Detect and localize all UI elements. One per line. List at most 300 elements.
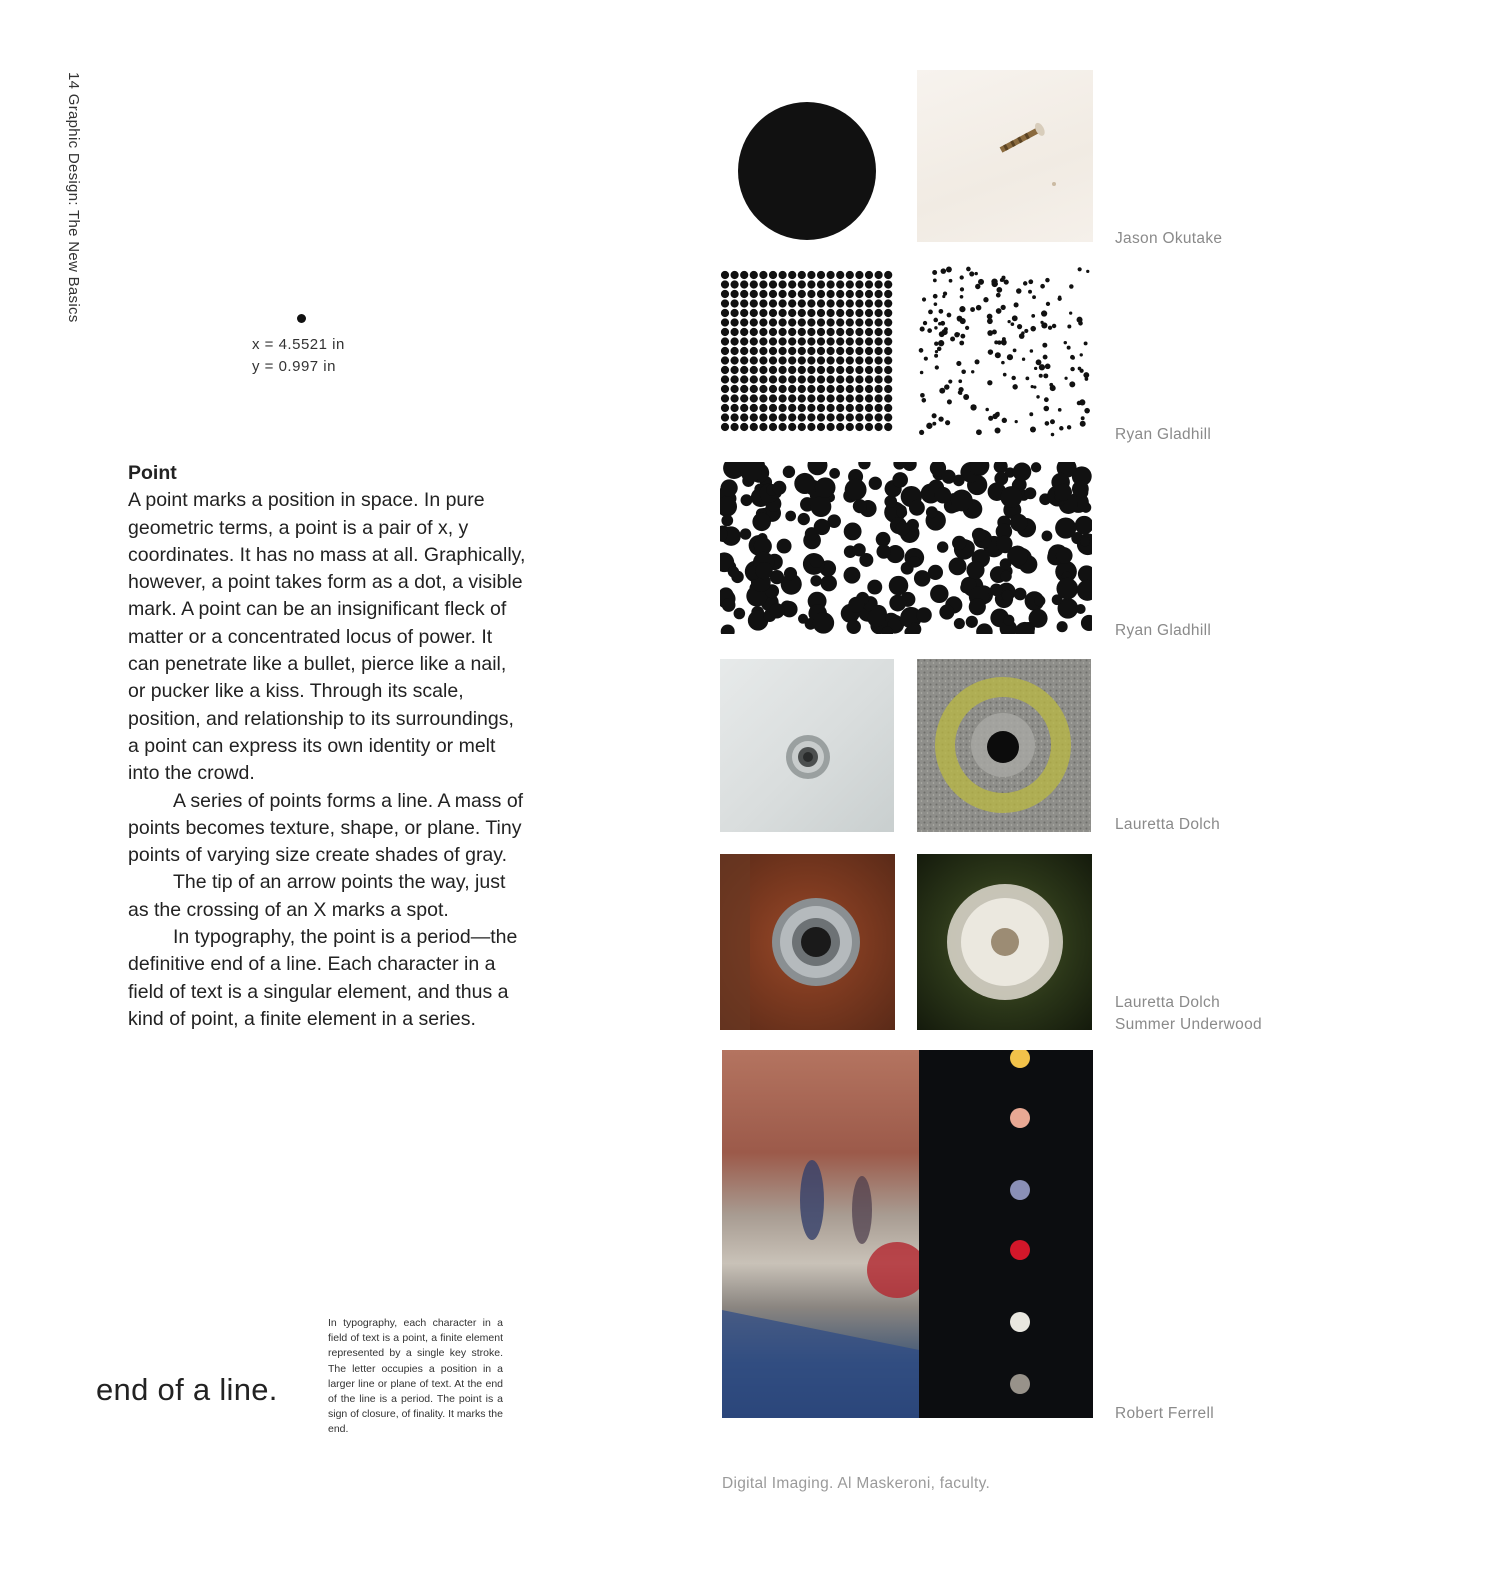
dot	[952, 536, 966, 550]
dot	[932, 270, 937, 275]
dot	[846, 366, 854, 374]
dot	[884, 495, 897, 508]
dot	[836, 423, 844, 431]
dot	[750, 328, 758, 336]
dot	[798, 423, 806, 431]
dot	[1050, 419, 1055, 424]
dot	[963, 394, 969, 400]
dot	[798, 375, 806, 383]
dot	[1045, 363, 1051, 369]
dot	[923, 321, 927, 325]
dot	[1016, 288, 1021, 293]
dot	[721, 299, 729, 307]
dot	[788, 404, 796, 412]
dot	[975, 359, 980, 364]
dot	[1031, 385, 1034, 388]
dot	[807, 337, 815, 345]
dot	[865, 347, 873, 355]
dot	[1056, 578, 1078, 600]
dot	[721, 290, 729, 298]
dot	[731, 290, 739, 298]
dot	[740, 347, 748, 355]
dot	[817, 337, 825, 345]
dot	[947, 313, 952, 318]
dot	[1024, 329, 1028, 333]
dot	[750, 337, 758, 345]
dot	[1022, 358, 1025, 361]
dot	[948, 379, 952, 383]
dot	[779, 413, 787, 421]
dot	[855, 280, 863, 288]
dot	[1036, 359, 1042, 365]
dot	[722, 598, 736, 612]
dot	[807, 328, 815, 336]
dot	[798, 318, 806, 326]
article-body	[128, 460, 528, 1033]
dot	[1064, 341, 1067, 344]
dot	[750, 280, 758, 288]
dot	[731, 366, 739, 374]
dot	[836, 299, 844, 307]
dot	[779, 366, 787, 374]
dot	[846, 318, 854, 326]
dot	[827, 328, 835, 336]
dot	[740, 356, 748, 364]
dot	[846, 619, 860, 633]
dot	[945, 420, 950, 425]
dot	[759, 356, 767, 364]
dot	[788, 309, 796, 317]
dot	[1051, 433, 1055, 437]
dot	[875, 366, 883, 374]
dot	[721, 385, 729, 393]
dot	[855, 423, 863, 431]
dot	[884, 394, 892, 402]
dot	[889, 576, 909, 596]
dot	[1067, 325, 1071, 329]
dot	[865, 413, 873, 421]
dot	[960, 334, 965, 339]
dot	[855, 290, 863, 298]
dot	[865, 318, 873, 326]
dot	[927, 328, 932, 333]
dot	[1086, 270, 1089, 273]
dot	[855, 413, 863, 421]
dot	[779, 318, 787, 326]
dot	[740, 328, 748, 336]
dot	[829, 468, 840, 479]
dot	[827, 356, 835, 364]
dot	[1081, 416, 1085, 420]
dot	[721, 309, 729, 317]
dot	[817, 318, 825, 326]
dot	[779, 280, 787, 288]
dot	[1010, 1108, 1030, 1128]
dot	[728, 566, 739, 577]
dot	[836, 385, 844, 393]
dot	[817, 394, 825, 402]
dot	[817, 385, 825, 393]
dot	[769, 423, 777, 431]
dot	[836, 280, 844, 288]
dot	[759, 309, 767, 317]
coordinate-label	[252, 334, 345, 378]
dot	[798, 347, 806, 355]
dot	[975, 284, 980, 289]
dot	[721, 515, 733, 527]
dot	[914, 570, 931, 587]
dot	[867, 580, 882, 595]
dot	[759, 299, 767, 307]
dot	[721, 280, 729, 288]
dot	[845, 479, 867, 501]
dot	[935, 487, 952, 504]
dot	[741, 462, 762, 482]
dot	[740, 404, 748, 412]
dot	[769, 280, 777, 288]
dot	[731, 385, 739, 393]
dot	[958, 379, 962, 383]
dot	[1021, 331, 1024, 334]
dot	[785, 511, 796, 522]
credit: Ryan Gladhill	[1115, 426, 1212, 443]
dot	[769, 271, 777, 279]
dot	[1010, 1374, 1030, 1394]
dot	[855, 328, 863, 336]
dot-grid-image	[720, 270, 894, 435]
dot	[988, 416, 993, 421]
dot	[721, 347, 729, 355]
dot	[807, 366, 815, 374]
dot	[934, 326, 937, 329]
dot	[1024, 487, 1036, 499]
dot	[1010, 1240, 1030, 1260]
dot	[721, 356, 729, 364]
dot	[1078, 367, 1082, 371]
dot	[817, 271, 825, 279]
dot	[932, 422, 936, 426]
dot	[1083, 372, 1089, 378]
dot	[1025, 376, 1029, 380]
dot	[788, 271, 796, 279]
dot	[772, 481, 786, 495]
dot	[827, 280, 835, 288]
dot	[1055, 484, 1072, 501]
dot	[876, 544, 890, 558]
dot	[884, 309, 892, 317]
dot	[855, 318, 863, 326]
dot	[940, 321, 945, 326]
dot	[855, 375, 863, 383]
dot	[855, 394, 863, 402]
dot	[1045, 278, 1049, 282]
dot	[788, 299, 796, 307]
dot	[798, 337, 806, 345]
dot	[836, 356, 844, 364]
dot	[1043, 355, 1048, 360]
dot	[932, 588, 946, 602]
dot	[933, 279, 937, 283]
dot	[779, 328, 787, 336]
dot	[740, 299, 748, 307]
dot	[985, 408, 989, 412]
dot	[846, 299, 854, 307]
dot	[855, 347, 863, 355]
credit-line: Summer Underwood	[1115, 1016, 1262, 1033]
colored-dots-image	[919, 1050, 1093, 1418]
dot	[1040, 284, 1045, 289]
dot	[884, 337, 892, 345]
credit: Lauretta Dolch	[1115, 816, 1221, 833]
dot	[1043, 406, 1049, 412]
credit: Robert Ferrell	[1115, 1405, 1214, 1422]
dot	[750, 413, 758, 421]
dot	[836, 337, 844, 345]
dot	[937, 541, 948, 552]
dot	[1042, 343, 1047, 348]
dot	[944, 327, 948, 331]
dot	[769, 356, 777, 364]
dot	[1003, 615, 1014, 626]
dot	[740, 413, 748, 421]
dot	[807, 462, 827, 475]
dot	[759, 280, 767, 288]
dot	[740, 375, 748, 383]
dot	[1057, 621, 1068, 632]
dot	[895, 522, 909, 536]
dot	[987, 380, 992, 385]
dot	[769, 328, 777, 336]
dot	[741, 494, 753, 506]
dot	[1029, 412, 1033, 416]
dot	[844, 567, 861, 584]
dot	[983, 297, 988, 302]
dot	[759, 328, 767, 336]
dot	[815, 477, 836, 498]
dot	[855, 271, 863, 279]
dot	[996, 287, 1002, 293]
dot	[893, 462, 905, 470]
dot	[954, 618, 965, 629]
dot	[817, 375, 825, 383]
dot	[875, 299, 883, 307]
dot	[814, 519, 830, 535]
paragraph: In typography, the point is a period—the definitive end of a line. Each character in a field of text is a singular element, and thus a kind of point, a finite element in a series.	[128, 926, 518, 1030]
dot	[941, 268, 947, 274]
dot	[836, 413, 844, 421]
dot	[788, 366, 796, 374]
scattered-dots-image	[917, 265, 1092, 440]
dot	[935, 365, 939, 369]
dot	[779, 375, 787, 383]
dot	[807, 318, 815, 326]
dot	[1064, 377, 1067, 380]
dot	[957, 332, 960, 335]
dot	[1001, 361, 1005, 365]
dot	[750, 404, 758, 412]
dot	[769, 318, 777, 326]
dot	[807, 404, 815, 412]
dot	[1059, 426, 1063, 430]
dot	[783, 466, 795, 478]
large-caption: end of a line.	[96, 1372, 278, 1407]
dot	[853, 499, 867, 513]
dot	[1078, 267, 1082, 271]
dot	[1012, 384, 1017, 389]
dot	[731, 404, 739, 412]
dot	[865, 290, 873, 298]
y-coordinate: y = 0.997 in	[252, 358, 336, 375]
dot	[875, 413, 883, 421]
dot	[836, 375, 844, 383]
dot	[1001, 305, 1006, 310]
dot	[855, 404, 863, 412]
dot	[934, 302, 938, 306]
dot	[798, 614, 808, 624]
dot	[769, 299, 777, 307]
dot	[1058, 408, 1062, 412]
dot	[750, 299, 758, 307]
dot	[1077, 580, 1092, 601]
dot	[1007, 354, 1013, 360]
dot	[846, 375, 854, 383]
dot	[731, 299, 739, 307]
dot	[1067, 425, 1071, 429]
dot	[759, 347, 767, 355]
dot	[740, 280, 748, 288]
dot	[865, 423, 873, 431]
dot	[788, 347, 796, 355]
credit	[1115, 992, 1262, 1036]
dot	[788, 413, 796, 421]
dot	[884, 271, 892, 279]
dot	[779, 356, 787, 364]
dot	[1013, 348, 1017, 352]
dot	[1084, 408, 1090, 414]
dot	[759, 318, 767, 326]
dot	[909, 500, 925, 516]
dot	[777, 539, 792, 554]
dot	[836, 309, 844, 317]
dot	[721, 337, 729, 345]
dot	[1007, 320, 1010, 323]
dot	[970, 404, 976, 410]
dot	[1056, 547, 1073, 564]
dot	[996, 293, 1001, 298]
dot	[884, 404, 892, 412]
dot	[779, 347, 787, 355]
dot	[859, 553, 873, 567]
dot	[731, 375, 739, 383]
dot	[959, 341, 964, 346]
dot	[846, 271, 854, 279]
dot	[858, 462, 870, 469]
dot	[740, 385, 748, 393]
dot	[1042, 531, 1053, 542]
dot	[939, 605, 954, 620]
dot	[750, 394, 758, 402]
dot	[798, 513, 810, 525]
dot	[976, 623, 993, 634]
dot	[798, 413, 806, 421]
dot	[759, 385, 767, 393]
dot	[991, 278, 997, 284]
dot	[892, 472, 908, 488]
dot	[943, 291, 947, 295]
dot	[721, 394, 729, 402]
dot	[875, 337, 883, 345]
dot	[813, 612, 834, 633]
dot	[1040, 321, 1043, 324]
dot	[1069, 284, 1073, 288]
dot	[920, 327, 925, 332]
dot	[807, 385, 815, 393]
dot	[926, 506, 938, 518]
dot	[740, 290, 748, 298]
dot	[731, 347, 739, 355]
dot	[1048, 326, 1052, 330]
dot	[750, 375, 758, 383]
dot	[798, 271, 806, 279]
dot	[934, 354, 938, 358]
dot	[788, 375, 796, 383]
dot	[740, 528, 751, 539]
dot	[855, 299, 863, 307]
dot	[731, 337, 739, 345]
dot	[827, 318, 835, 326]
dot	[1050, 385, 1056, 391]
dot	[779, 309, 787, 317]
dot	[1075, 516, 1092, 535]
dot	[827, 385, 835, 393]
dot	[759, 413, 767, 421]
blob-texture-image	[720, 462, 1092, 634]
dot	[1077, 317, 1083, 323]
paragraph: The tip of an arrow points the way, just as the crossing of an X marks a spot.	[128, 871, 506, 921]
dot	[960, 275, 964, 279]
dot	[919, 348, 924, 353]
dot	[920, 371, 924, 375]
faculty-caption: Digital Imaging. Al Maskeroni, faculty.	[722, 1475, 991, 1492]
dot	[721, 366, 729, 374]
dot	[759, 394, 767, 402]
dot	[865, 299, 873, 307]
dot	[875, 271, 883, 279]
dot	[939, 309, 944, 314]
dot	[970, 307, 975, 312]
dot	[959, 306, 965, 312]
dot	[865, 385, 873, 393]
dot	[987, 330, 993, 336]
dot	[721, 624, 735, 634]
dot	[1034, 367, 1037, 370]
dot	[1071, 356, 1075, 360]
dot	[1055, 517, 1076, 538]
dot	[924, 357, 928, 361]
dot	[817, 328, 825, 336]
dot	[932, 413, 937, 418]
dot	[807, 394, 815, 402]
dot	[1031, 462, 1041, 472]
dot	[855, 356, 863, 364]
dot	[721, 375, 729, 383]
dot	[928, 309, 933, 314]
dot	[720, 479, 737, 496]
dot	[817, 423, 825, 431]
dot	[865, 309, 873, 317]
dot	[1030, 426, 1036, 432]
dot	[939, 388, 945, 394]
